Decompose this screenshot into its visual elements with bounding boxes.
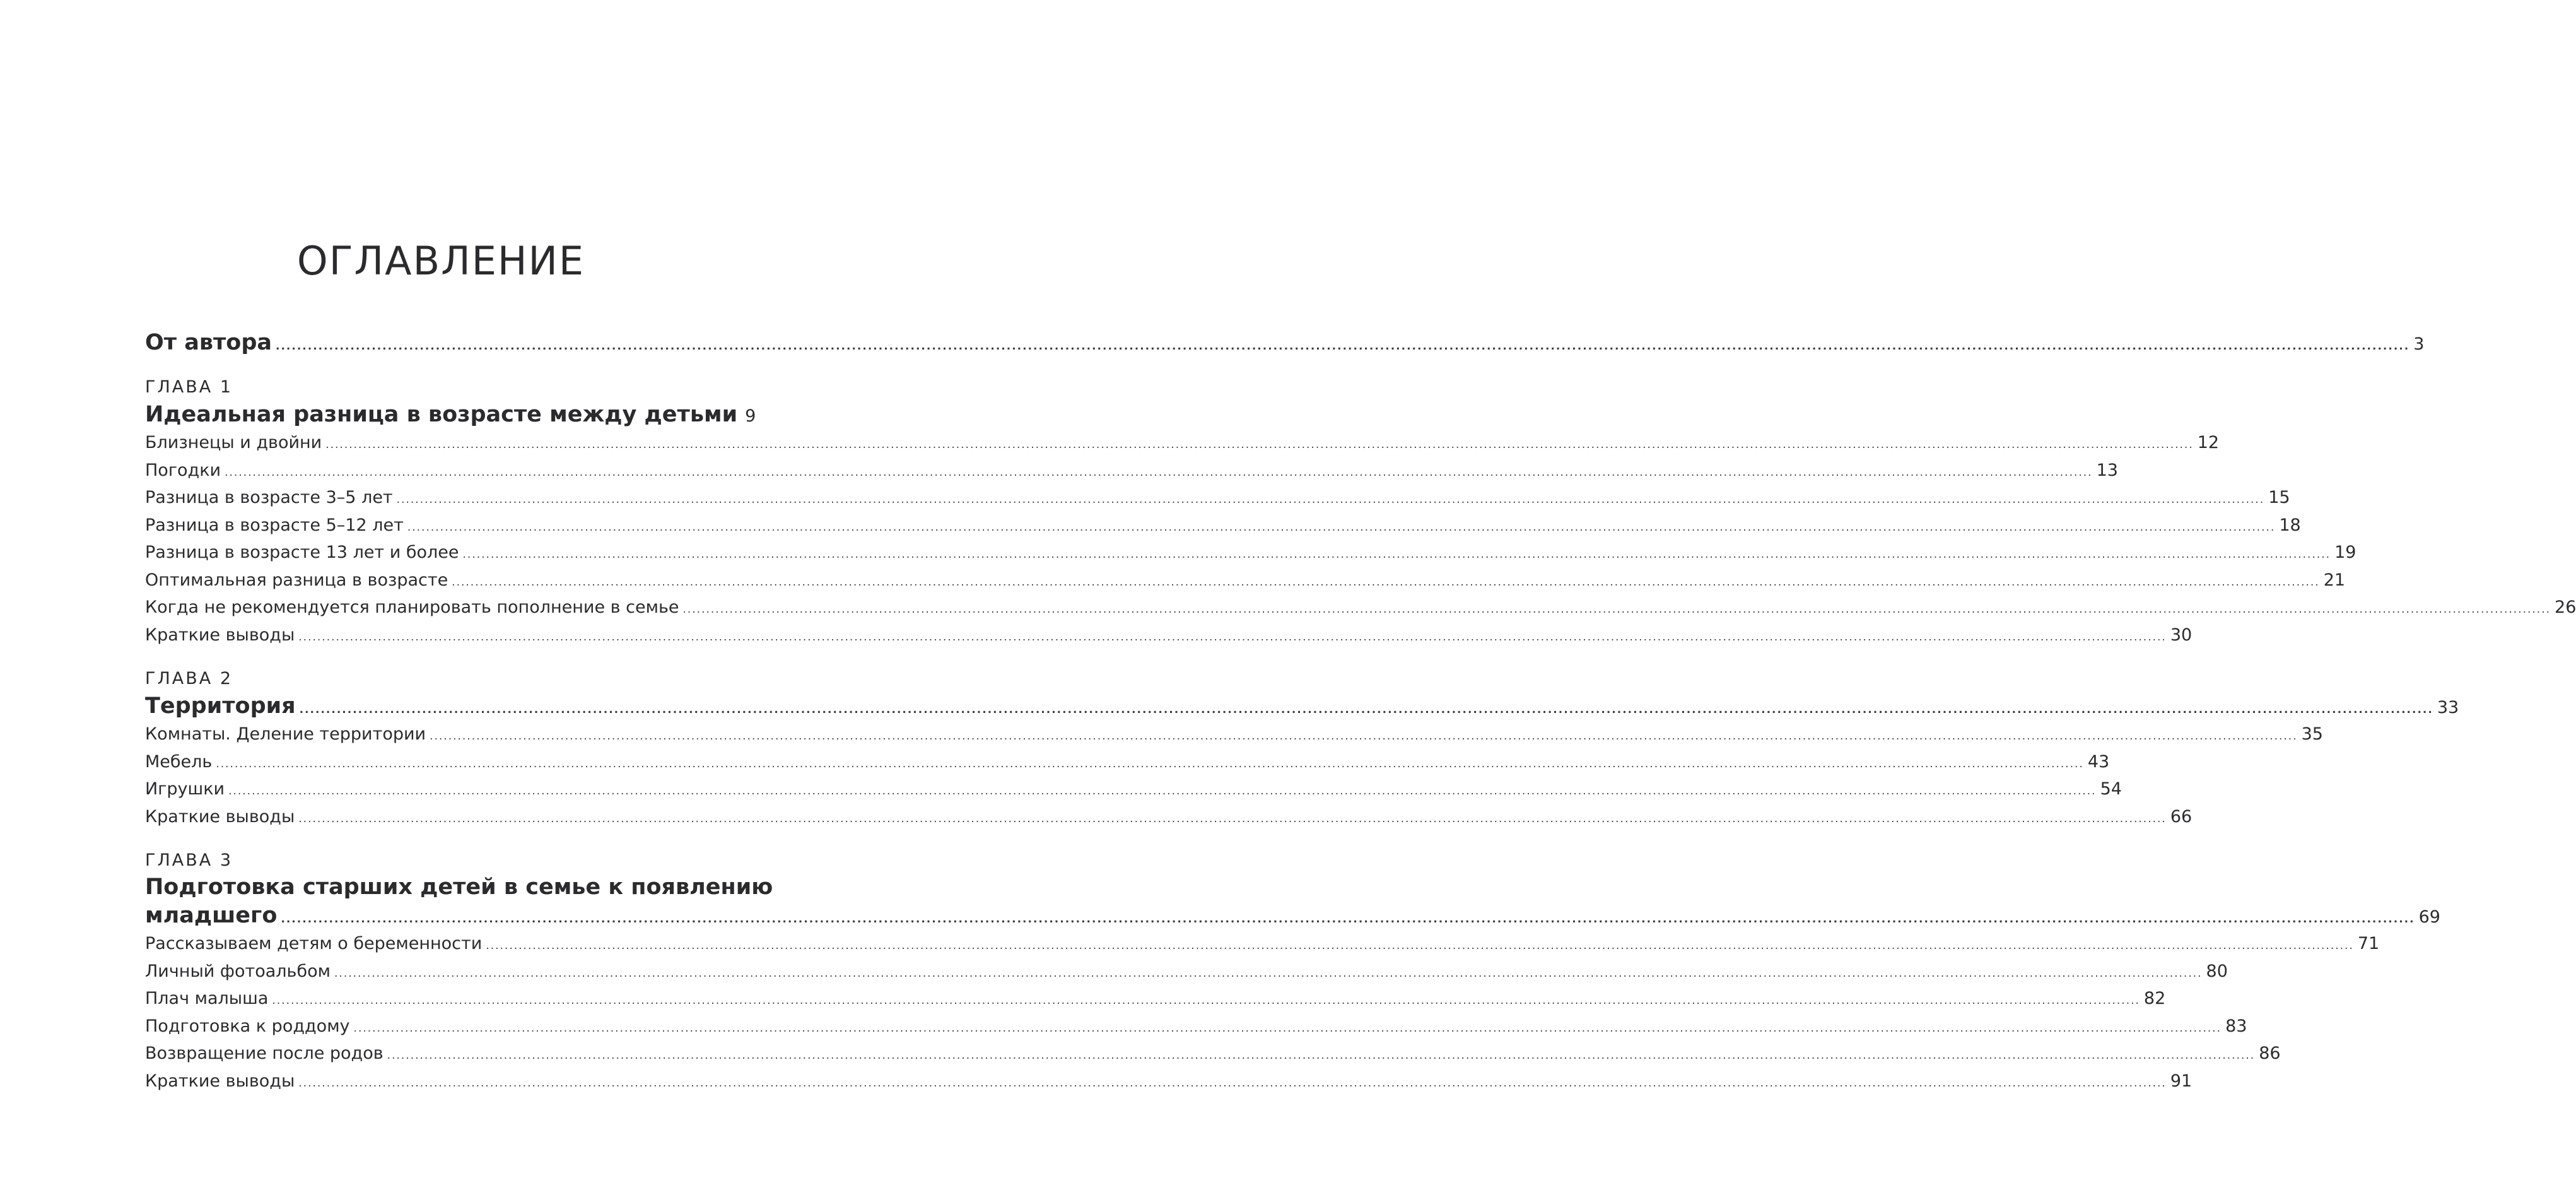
toc-entry-title: Краткие выводы (145, 806, 295, 827)
toc-entry-title: Разница в возрасте 13 лет и более (145, 543, 459, 562)
dot-leader: ................................................................................................................................................................................................................................................................................................................................................................................................................ (298, 812, 2167, 825)
toc-entry-title: Идеальная разница в возрасте между детьми (145, 402, 738, 427)
toc-entry-title: Игрушки (145, 779, 225, 799)
dot-leader: ................................................................................................................................................................................................................................................................................................................................................................................................................ (225, 466, 2093, 479)
toc-entry-title: Оптимальная разница в возрасте (145, 570, 448, 590)
toc-entry[interactable] (145, 748, 2110, 776)
chapter-2 (145, 669, 2459, 830)
toc-entry-title: Краткие выводы (145, 1071, 295, 1091)
toc-page-number: 13 (2096, 460, 2118, 480)
dot-leader: ................................................................................................................................................................................................................................................................................................................................................................................................................ (387, 1049, 2256, 1062)
toc-page-number: 15 (2268, 488, 2290, 507)
toc-page-number: 12 (2197, 433, 2220, 452)
toc-entry-author[interactable] (145, 328, 2425, 357)
toc-page-number: 86 (2259, 1044, 2281, 1063)
dot-leader: ................................................................................................................................................................................................................................................................................................................................................................................................................ (682, 603, 2551, 616)
toc-entry[interactable] (145, 721, 2323, 748)
toc-entry-chapter-title[interactable] (145, 400, 756, 429)
toc-entry[interactable] (145, 1040, 2281, 1068)
toc-entry[interactable] (145, 512, 2301, 539)
dot-leader: ................................................................................................................................................................................................................................................................................................................................................................................................................ (353, 1021, 2222, 1035)
toc-entry[interactable] (145, 484, 2290, 512)
toc-entry-title: Плач малыша (145, 989, 269, 1008)
dot-leader: ................................................................................................................................................................................................................................................................................................................................................................................................................ (281, 913, 2415, 926)
toc-entry[interactable] (145, 539, 2356, 567)
toc-entry-title: Разница в возрасте 3–5 лет (145, 488, 393, 507)
dot-leader: ................................................................................................................................................................................................................................................................................................................................................................................................................ (228, 785, 2097, 798)
toc-page-number: 66 (2170, 806, 2193, 827)
dot-leader: ................................................................................................................................................................................................................................................................................................................................................................................................................ (272, 994, 2140, 1007)
dot-leader: ................................................................................................................................................................................................................................................................................................................................................................................................................ (216, 757, 2084, 770)
toc-page-number: 18 (2279, 515, 2301, 535)
chapter-label: ГЛАВА 1 (145, 377, 233, 397)
dot-leader: ................................................................................................................................................................................................................................................................................................................................................................................................................ (396, 493, 2265, 506)
toc-entry[interactable] (145, 429, 2220, 457)
toc-page-number: 19 (2334, 543, 2356, 562)
toc-entry-chapter-title[interactable] (145, 692, 2459, 721)
page-title: ОГЛАВЛЕНИЕ (296, 238, 585, 284)
toc-entry-title: Краткие выводы (145, 625, 295, 645)
toc-page-number: 21 (2323, 570, 2346, 590)
dot-leader: ................................................................................................................................................................................................................................................................................................................................................................................................................ (298, 630, 2167, 644)
chapter-label: ГЛАВА 3 (145, 851, 233, 870)
dot-leader: ................................................................................................................................................................................................................................................................................................................................................................................................................ (325, 439, 2194, 451)
toc-entry-title: Близнецы и двойни (145, 433, 322, 452)
toc-entry[interactable] (145, 1013, 2247, 1040)
toc-entry[interactable] (145, 1068, 2193, 1095)
toc-entry-title: Комнаты. Деление территории (145, 724, 426, 744)
toc-page-number: 83 (2225, 1016, 2247, 1036)
toc-page-number: 71 (2357, 934, 2380, 953)
toc-page-number: 30 (2170, 625, 2193, 645)
toc-entry-chapter-title-line1[interactable]: Подготовка старших детей в семье к появлению (145, 874, 773, 900)
dot-leader: ................................................................................................................................................................................................................................................................................................................................................................................................................ (462, 548, 2331, 561)
dot-leader: ................................................................................................................................................................................................................................................................................................................................................................................................................ (299, 703, 2433, 716)
toc-entry-title: Разница в возрасте 5–12 лет (145, 515, 404, 535)
toc-page-number: 26 (2555, 598, 2576, 617)
dot-leader: ................................................................................................................................................................................................................................................................................................................................................................................................................ (430, 730, 2298, 743)
toc-page-number: 91 (2170, 1071, 2193, 1091)
toc-entry-title: Погодки (145, 460, 221, 480)
toc-entry[interactable] (145, 803, 2193, 831)
toc-entry-title: От автора (145, 330, 272, 355)
toc-entry-title: младшего (145, 903, 278, 928)
toc-entry-title: Личный фотоальбом (145, 961, 331, 981)
toc-page-number: 35 (2301, 724, 2323, 744)
toc-page-number: 82 (2143, 989, 2166, 1008)
toc-entry-chapter-title[interactable] (145, 901, 2440, 930)
toc-entry-title: Рассказываем детям о беременности (145, 934, 483, 953)
dot-leader: ................................................................................................................................................................................................................................................................................................................................................................................................................ (407, 521, 2276, 534)
toc-page-number: 69 (2418, 907, 2440, 927)
toc-entry[interactable] (145, 775, 2122, 803)
dot-leader: ................................................................................................................................................................................................................................................................................................................................................................................................................ (486, 939, 2354, 952)
toc-entry[interactable] (145, 930, 2380, 958)
dot-leader: ................................................................................................................................................................................................................................................................................................................................................................................................................ (298, 1076, 2167, 1090)
table-of-contents (145, 328, 2576, 1095)
dot-leader: ................................................................................................................................................................................................................................................................................................................................................................................................................ (452, 575, 2320, 589)
toc-entry-title: Подготовка к роддому (145, 1016, 350, 1036)
toc-entry[interactable] (145, 985, 2166, 1013)
toc-entry[interactable] (145, 567, 2346, 594)
toc-entry-title: Возвращение после родов (145, 1044, 383, 1063)
toc-entry[interactable] (145, 621, 2193, 649)
toc-entry-title: Когда не рекомендуется планировать пополнение в семье (145, 598, 679, 617)
toc-page-number: 43 (2087, 751, 2110, 772)
toc-page-number: 33 (2437, 698, 2459, 717)
toc-entry[interactable] (145, 457, 2118, 485)
toc-entry[interactable] (145, 594, 2576, 621)
toc-page-number: 80 (2206, 961, 2228, 981)
toc-page-number: 54 (2100, 779, 2122, 799)
dot-leader: ................................................................................................................................................................................................................................................................................................................................................................................................................ (334, 967, 2203, 980)
toc-entry-title: Мебель (145, 751, 213, 772)
toc-page-number: 9 (745, 406, 756, 426)
toc-page-number: 3 (2413, 334, 2425, 354)
chapter-label: ГЛАВА 2 (145, 669, 233, 688)
dot-leader: ................................................................................................................................................................................................................................................................................................................................................................................................................ (276, 340, 2410, 353)
toc-entry[interactable] (145, 958, 2228, 986)
toc-entry-title: Территория (145, 693, 296, 719)
chapter-3 (145, 851, 2440, 1095)
chapter-1 (145, 377, 2576, 649)
